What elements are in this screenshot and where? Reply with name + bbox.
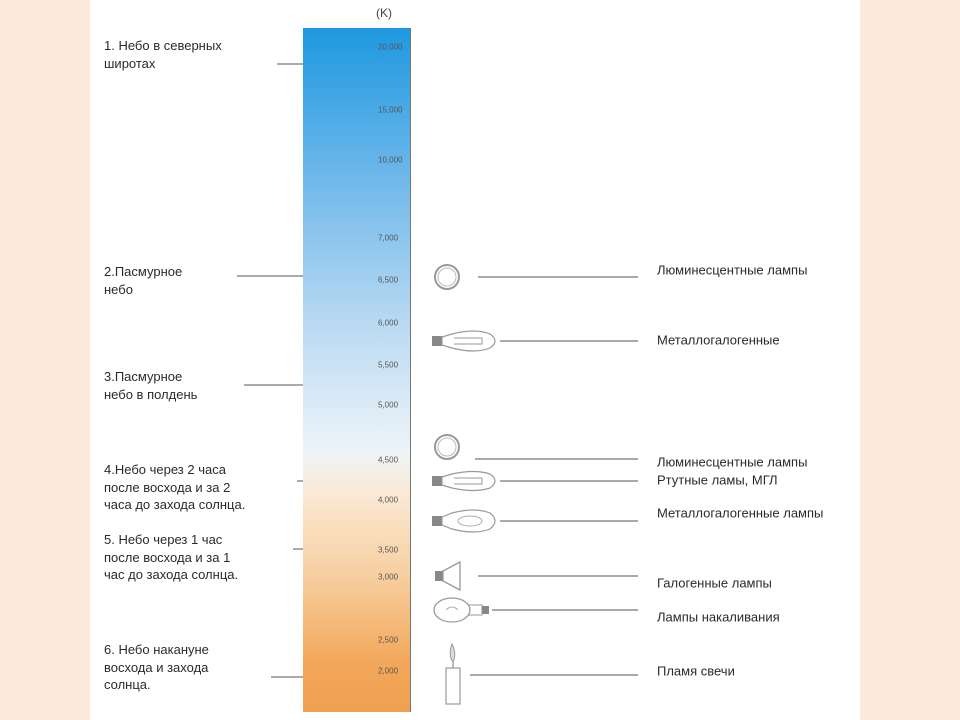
tick-label: 7,000: [378, 233, 399, 243]
lamp-label-metal-halide: Металлогалогенные: [657, 332, 780, 348]
fluorescent-ring-icon: [432, 432, 462, 462]
lamp-label-fluorescent-2: Люминесцентные лампы: [657, 454, 808, 470]
lamp-label-candle: Пламя свечи: [657, 663, 735, 679]
lamp-label-metal-halide-2: Металлогалогенные лампы: [657, 505, 824, 521]
tick-label: 5,500: [378, 360, 399, 370]
halogen-reflector-icon: [434, 560, 464, 592]
lamp-label-mercury: Ртутные ламы, МГЛ: [657, 472, 778, 488]
sky-label-3: 3.Пасмурное небо в полдень: [104, 369, 198, 402]
tick-label: 3,000: [378, 572, 399, 582]
sky-label-2: 2.Пасмурное небо: [104, 264, 183, 297]
tick-label: 4,000: [378, 495, 399, 505]
incandescent-bulb-icon: [430, 596, 492, 624]
tick-label: 20,000: [378, 42, 403, 52]
tick-label: 6,000: [378, 318, 399, 328]
tick-label: 3,500: [378, 545, 399, 555]
sky-label-5: 5. Небо через 1 час после восхода и за 1 час до захода солнца.: [104, 532, 239, 582]
unit-label: (K): [376, 6, 392, 20]
tick-label: 10,000: [378, 155, 403, 165]
tick-label: 15,000: [378, 105, 403, 115]
lamp-label-halogen: Галогенные лампы: [657, 575, 772, 591]
sky-label-4: 4.Небо через 2 часа после восхода и за 2 часа до захода солнца.: [104, 462, 246, 512]
tick-label: 2,000: [378, 666, 399, 676]
lamp-label-fluorescent: Люминесцентные лампы: [657, 262, 808, 278]
metal-halide-bulb-icon: [430, 328, 502, 354]
fluorescent-ring-icon: [432, 262, 462, 292]
tick-label: 5,000: [378, 400, 399, 410]
sky-label-1: 1. Небо в северных широтах: [104, 38, 222, 71]
tick-label: 6,500: [378, 275, 399, 285]
tick-label: 4,500: [378, 455, 399, 465]
mercury-bulb-icon: [430, 469, 502, 493]
lamp-label-incandescent: Лампы накаливания: [657, 609, 780, 625]
metal-halide-bulb-icon: [430, 508, 502, 534]
tick-label: 2,500: [378, 635, 399, 645]
candle-icon: [438, 642, 468, 706]
sky-label-6: 6. Небо накануне восхода и захода солнца.: [104, 642, 209, 692]
